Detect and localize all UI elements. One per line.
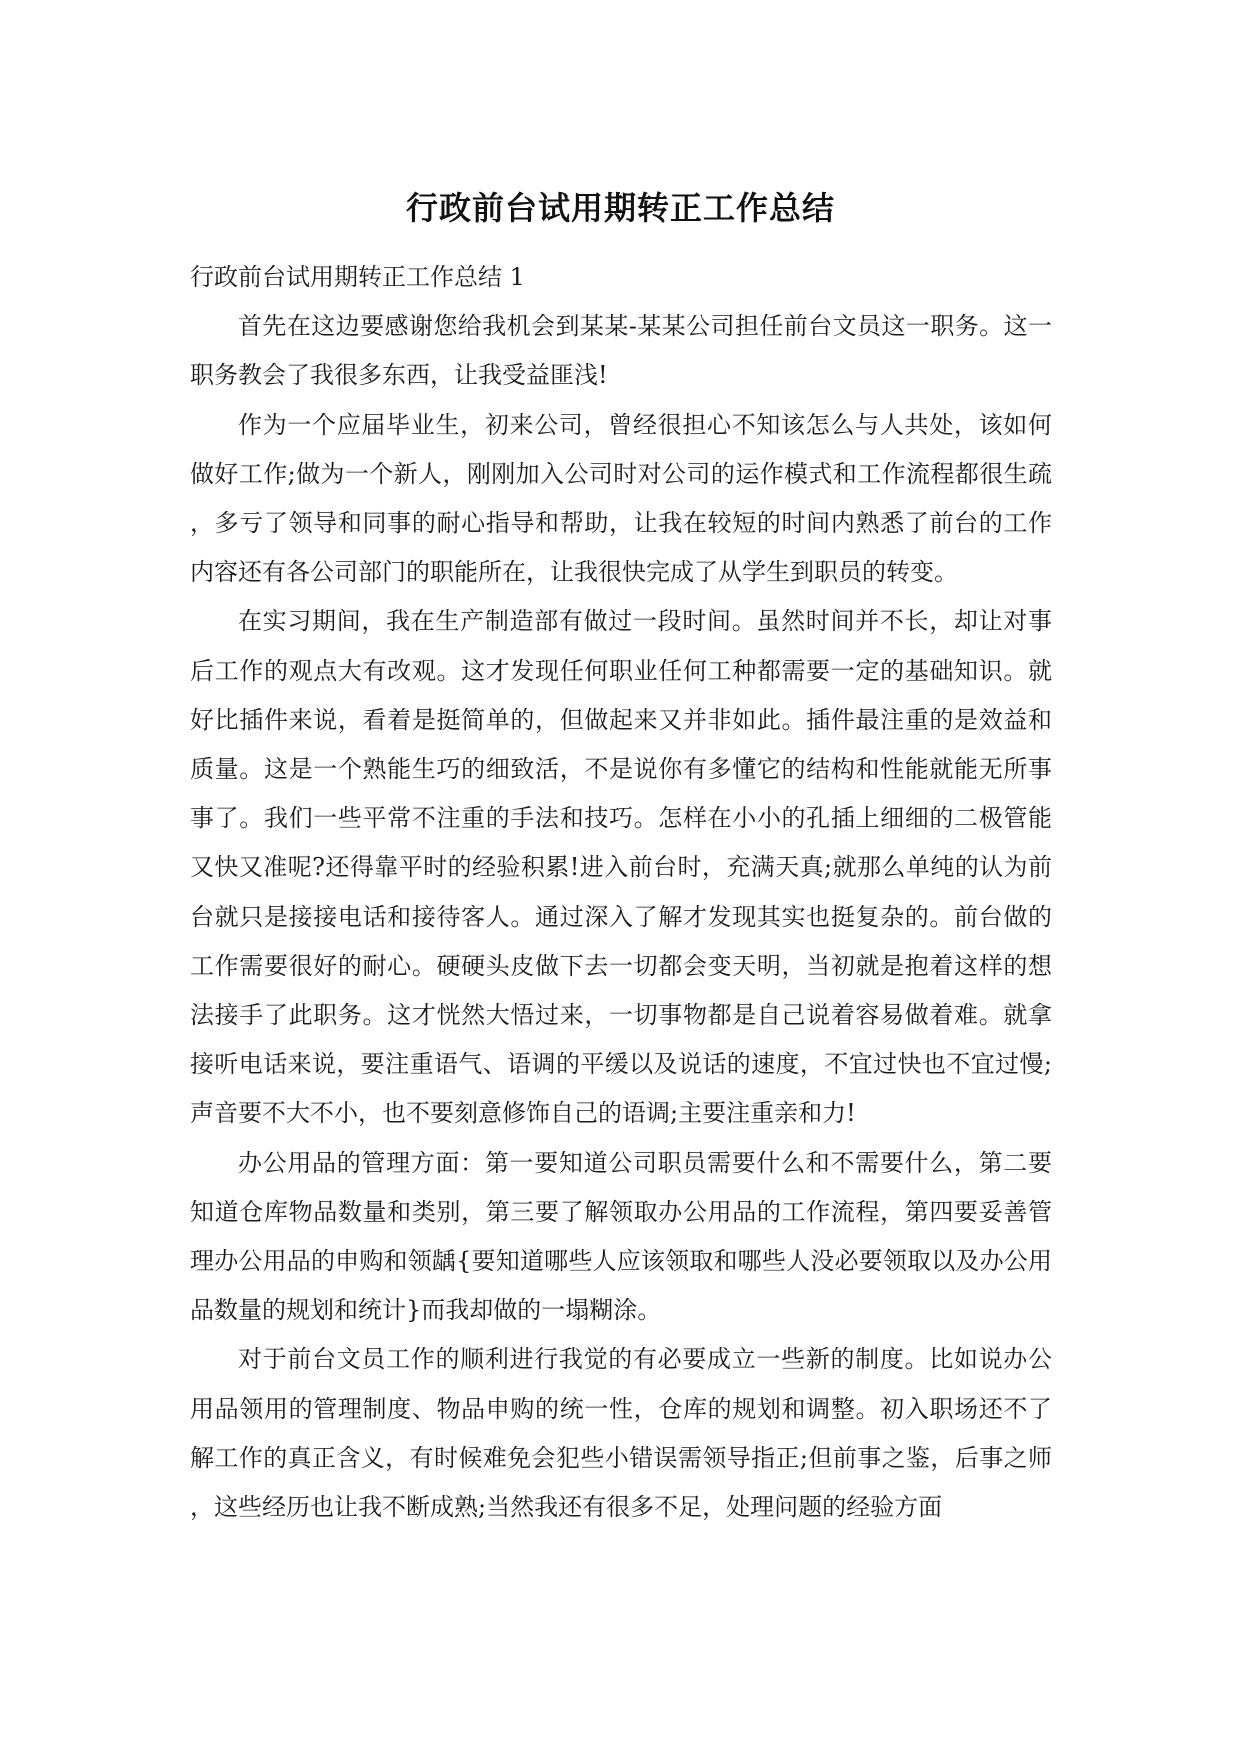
paragraph-4: 办公用品的管理方面：第一要知道公司职员需要什么和不需要什么，第二要知道仓库物品数量和类别，第三要了解领取办公用品的工作流程，第四要妥善管理办公用品的申购和领龋{要知道哪些人应该领取和哪些人没必要领取以及办公用品数量的规划和统计}而我却做的一塌糊涂。 xyxy=(190,1148,1052,1325)
paragraph-1: 首先在这边要感谢您给我机会到某某-某某公司担任前台文员这一职务。这一职务教会了我很多东西，让我受益匪浅! xyxy=(190,312,1052,390)
document-title: 行政前台试用期转正工作总结 xyxy=(405,189,835,227)
document-body xyxy=(190,253,1052,1532)
paragraph-3: 在实习期间，我在生产制造部有做过一段时间。虽然时间并不长，却让对事后工作的观点大有改观。这才发现任何职业任何工种都需要一定的基础知识。就好比插件来说，看着是挺简单的，但做起来又并非如此。插件最注重的是效益和质量。这是一个熟能生巧的细致活，不是说你有多懂它的结构和性能就能无所事事了。我们一些平常不注重的手法和技巧。怎样在小小的孔插上细细的二极管能又快又准呢?还得靠平时的经验积累!进入前台时，充满天真;就那么单纯的认为前台就只是接接电话和接待客人。通过深入了解才发现其实也挺复杂的。前台做的工作需要很好的耐心。硬硬头皮做下去一切都会变天明，当初就是抱着这样的想法接手了此职务。这才恍然大悟过来，一切事物都是自己说着容易做着难。就拿接听电话来说，要注重语气、语调的平缓以及说话的速度，不宜过快也不宜过慢;声音要不大不小，也不要刻意修饰自己的语调;主要注重亲和力! xyxy=(190,607,1052,1128)
paragraph-2: 作为一个应届毕业生，初来公司，曾经很担心不知该怎么与人共处，该如何做好工作;做为一个新人，刚刚加入公司时对公司的运作模式和工作流程都很生疏，多亏了领导和同事的耐心指导和帮助，让我在较短的时间内熟悉了前台的工作内容还有各公司部门的职能所在，让我很快完成了从学生到职员的转变。 xyxy=(190,410,1052,587)
section-heading: 行政前台试用期转正工作总结 1 xyxy=(190,263,525,291)
paragraph-5: 对于前台文员工作的顺利进行我觉的有必要成立一些新的制度。比如说办公用品领用的管理制度、物品申购的统一性，仓库的规划和调整。初入职场还不了解工作的真正含义，有时候难免会犯些小错误需领导指正;但前事之鉴，后事之师，这些经历也让我不断成熟;当然我还有很多不足，处理问题的经验方面 xyxy=(190,1345,1052,1522)
